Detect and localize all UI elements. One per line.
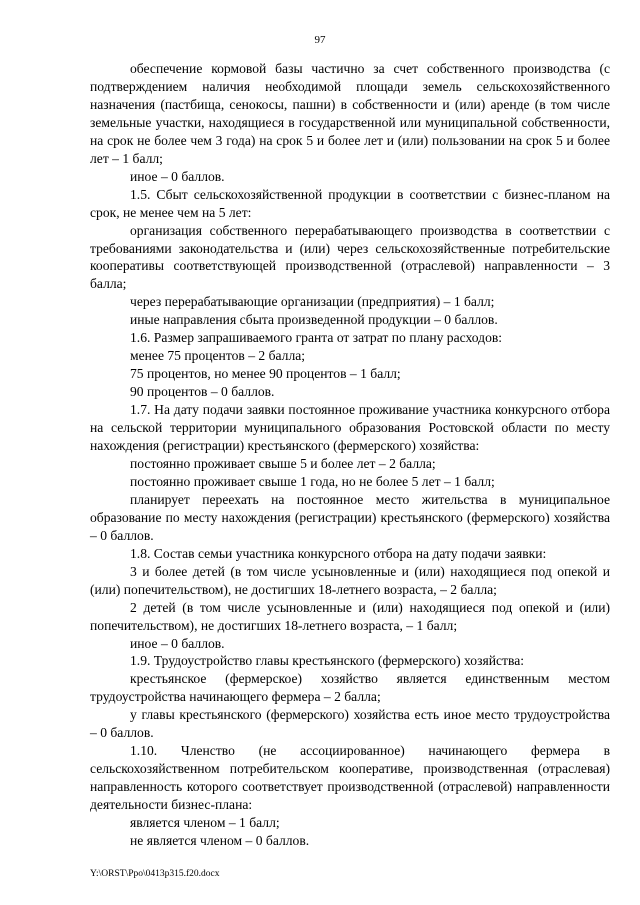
paragraph: планирует переехать на постоянное место жительства в муниципальное образование по месту нахождения (регистрации) крестьянского (фермерского) хозяйства – 0 баллов.	[90, 491, 610, 543]
page-number: 97	[314, 34, 326, 46]
paragraph: 1.8. Состав семьи участника конкурсного отбора на дату подачи заявки:	[130, 545, 547, 561]
paragraph: иные направления сбыта произведенной продукции – 0 баллов.	[130, 312, 498, 328]
paragraph: постоянно проживает свыше 5 и более лет – 2 балла;	[130, 455, 436, 471]
paragraph: у главы крестьянского (фермерского) хозяйства есть иное место трудоустройства – 0 баллов.	[90, 707, 610, 741]
paragraph: 90 процентов – 0 баллов.	[130, 384, 275, 400]
paragraph: постоянно проживает свыше 1 года, но не более 5 лет – 1 балл;	[130, 473, 495, 489]
paragraph: менее 75 процентов – 2 балла;	[130, 348, 306, 364]
paragraph: обеспечение кормовой базы частично за счет собственного производства (с подтверждением наличия необходимой площади земель сельскохозяйственного назначения (пастбища, сенокосы, пашни) в собственности и (или) аренде (в том числе земельные участки, находящиеся в государственной или муниципальной собственности, на срок не более чем 3 года) на срок 5 и более лет и (или) пользовании на срок 5 и более лет – 1 балл;	[90, 61, 610, 166]
paragraph: 1.5. Сбыт сельскохозяйственной продукции в соответствии с бизнес-планом на срок, не менее чем на 5 лет:	[90, 186, 610, 220]
paragraph: 3 и более детей (в том числе усыновленные и (или) находящиеся под опекой и (или) попечительством), не достигших 18-летнего возраста, – 2 балла;	[90, 563, 610, 597]
paragraph: иное – 0 баллов.	[130, 635, 225, 651]
paragraph: 1.9. Трудоустройство главы крестьянского (фермерского) хозяйства:	[130, 653, 525, 669]
footer-file-path: Y:\ORST\Ppo\0413p315.f20.docx	[90, 869, 220, 879]
paragraph: 1.7. На дату подачи заявки постоянное проживание участника конкурсного отбора на сельской территории муниципального образования Ростовской области по месту нахождения (регистрации) крестьянского (фермерского) хозяйства:	[90, 402, 610, 454]
document-body	[90, 60, 610, 850]
paragraph: крестьянское (фермерское) хозяйство является единственным местом трудоустройства начинающего фермера – 2 балла;	[90, 671, 610, 705]
paragraph: 1.10. Членство (не ассоциированное) начинающего фермера в сельскохозяйственном потребительском кооперативе, производственная (отраслевая) направленность которого соответствует производственной (отраслевой) направленности деятельности бизнес-плана:	[90, 743, 610, 813]
paragraph: организация собственного перерабатывающего производства в соответствии с требованиями законодательства и (или) через сельскохозяйственные потребительские кооперативы соответствующей производственной (отраслевой) направленности – 3 балла;	[90, 222, 610, 292]
paragraph: 75 процентов, но менее 90 процентов – 1 балл;	[130, 366, 401, 382]
paragraph: не является членом – 0 баллов.	[130, 832, 310, 848]
paragraph: через перерабатывающие организации (предприятия) – 1 балл;	[130, 294, 495, 310]
paragraph: 2 детей (в том числе усыновленные и (или) находящиеся под опекой и (или) попечительством), не достигших 18-летнего возраста, – 1 балл;	[90, 599, 610, 633]
paragraph: иное – 0 баллов.	[130, 168, 225, 184]
paragraph: 1.6. Размер запрашиваемого гранта от затрат по плану расходов:	[130, 330, 503, 346]
paragraph: является членом – 1 балл;	[130, 815, 280, 831]
